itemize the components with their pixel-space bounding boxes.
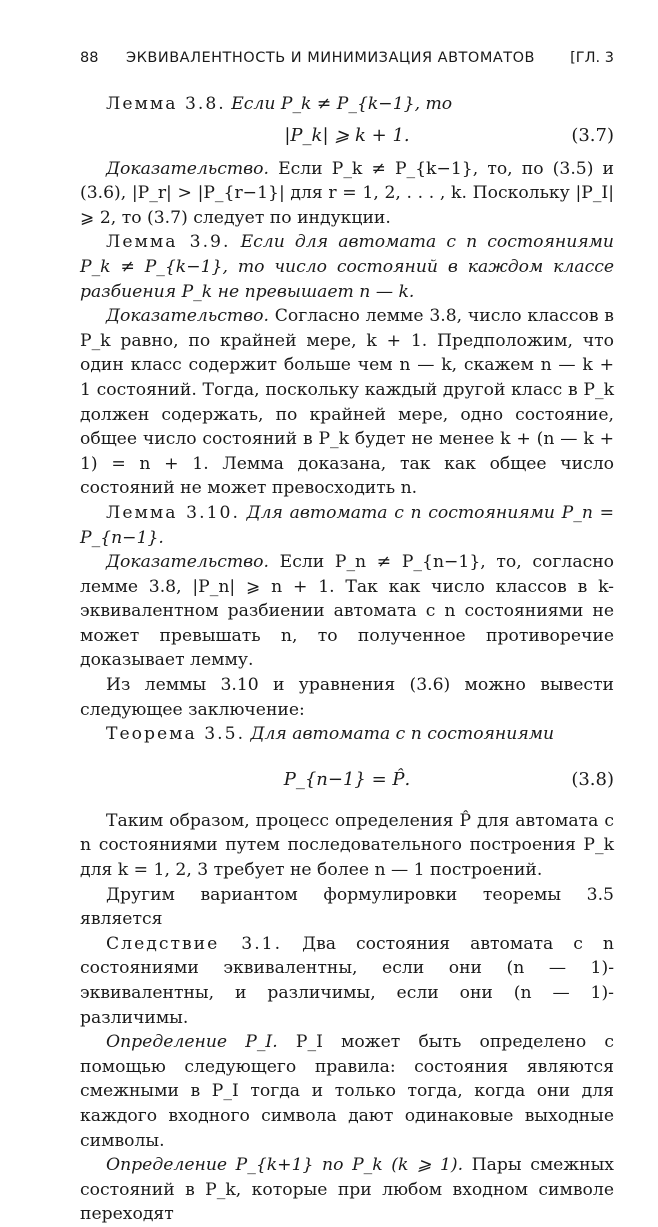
proof-lemma-3-9 bbox=[80, 304, 614, 501]
theorem-3-5-statement: Для автомата с n состояниями bbox=[250, 724, 555, 745]
proof-text: Согласно лемме 3.8, число классов в P_k равно, по крайней мере, k + 1. Предположим, что один класс содержит больше чем n — k, скажем n — k + 1 состояний. Тогда, поскольку каждый другой класс в P_k должен содержать, по крайней мере, одно состояние, общее число состояний в P_k будет не менее k + (n — k + 1) = n + 1. Лемма доказана, так как общее число состояний не может превосходить n. bbox=[80, 306, 614, 499]
equation-3-8 bbox=[80, 750, 614, 806]
running-title: ЭКВИВАЛЕНТНОСТЬ И МИНИМИЗАЦИЯ АВТОМАТОВ bbox=[126, 50, 535, 66]
equation-3-7-formula: |P_k| ⩾ k + 1. bbox=[284, 124, 410, 146]
lemma-3-8-label: Лемма 3.8. bbox=[106, 94, 226, 114]
lemma-3-8 bbox=[80, 92, 614, 117]
running-header bbox=[80, 46, 614, 72]
equation-3-8-number: (3.8) bbox=[571, 768, 614, 790]
lemma-3-9-statement: Если для автомата с n состояниями P_k ≠ P_{k−1}, то число состояний в каждом классе разбиения P_k не превышает n — k. bbox=[80, 232, 614, 302]
corollary-text: Два состояния автомата с n состояниями эквивалентны, если они (n — 1)-эквивалентны, и различимы, если они (n — 1)-различимы. bbox=[80, 933, 615, 1028]
corollary-label: Следствие 3.1. bbox=[106, 933, 283, 954]
proof-text: Если P_n ≠ P_{n−1}, то, согласно лемме 3.8, |P_n| ⩾ n + 1. Так как число классов в k-эквивалентном разбиении автомата с n состояниями не может превышать n, то полученное противоречие доказывает лемму. bbox=[80, 552, 614, 671]
lemma-3-8-statement: Если P_k ≠ P_{k−1}, то bbox=[231, 94, 453, 114]
proof-label: Доказательство. bbox=[106, 306, 269, 327]
corollary-3-1 bbox=[80, 932, 614, 1030]
definition-text: P_I может быть определено с помощью следующего правила: состояния являются смежными в P_I тогда и только тогда, когда они для каждого входного символа дают одинаковые выходные символы. bbox=[80, 1032, 615, 1151]
proof-lemma-3-10 bbox=[80, 550, 614, 673]
equation-3-7 bbox=[80, 120, 614, 154]
equation-3-8-formula: P_{n−1} = P̂. bbox=[283, 768, 411, 790]
proof-text: Если P_k ≠ P_{k−1}, то, по (3.5) и (3.6), |P_r| > |P_{r−1}| для r = 1, 2, . . . , k. Поскольку |P_I| ⩾ 2, то (3.7) следует по индукции. bbox=[80, 158, 614, 228]
lemma-3-9-label: Лемма 3.9. bbox=[106, 232, 231, 253]
lemma-3-10-label: Лемма 3.10. bbox=[106, 502, 240, 523]
definition-label: Определение P_I. bbox=[106, 1032, 278, 1053]
lemma-3-10 bbox=[80, 501, 614, 550]
lemma-3-10-statement: Для автомата с n состояниями P_n = P_{n−1}. bbox=[80, 502, 614, 548]
definition-text: Пары смежных состояний в P_k, которые при любом входном символе переходят bbox=[80, 1155, 614, 1225]
chapter-marker: [ГЛ. 3 bbox=[570, 50, 614, 66]
definition-pk1 bbox=[80, 1153, 614, 1227]
theorem-3-5-label: Теорема 3.5. bbox=[106, 724, 246, 745]
definition-label: Определение P_{k+1} по P_k (k ⩾ 1). bbox=[106, 1155, 464, 1176]
paragraph-other-variant: Другим вариантом формулировки теоремы 3.5 является bbox=[80, 884, 614, 930]
proof-lemma-3-8 bbox=[80, 157, 614, 231]
theorem-3-5 bbox=[80, 722, 614, 747]
proof-label: Доказательство. bbox=[106, 552, 269, 573]
definition-p1 bbox=[80, 1030, 614, 1153]
page-number: 88 bbox=[80, 50, 99, 66]
lemma-3-9 bbox=[80, 230, 614, 304]
equation-3-7-number: (3.7) bbox=[571, 124, 614, 146]
paragraph-thus: Таким образом, процесс определения P̂ для автомата с n состояниями путем последовательного построения P_k для k = 1, 2, 3 требует не более n — 1 построений. bbox=[80, 810, 614, 881]
proof-label: Доказательство. bbox=[106, 158, 269, 179]
paragraph-conclusion-intro: Из леммы 3.10 и уравнения (3.6) можно вывести следующее заключение: bbox=[80, 675, 614, 720]
